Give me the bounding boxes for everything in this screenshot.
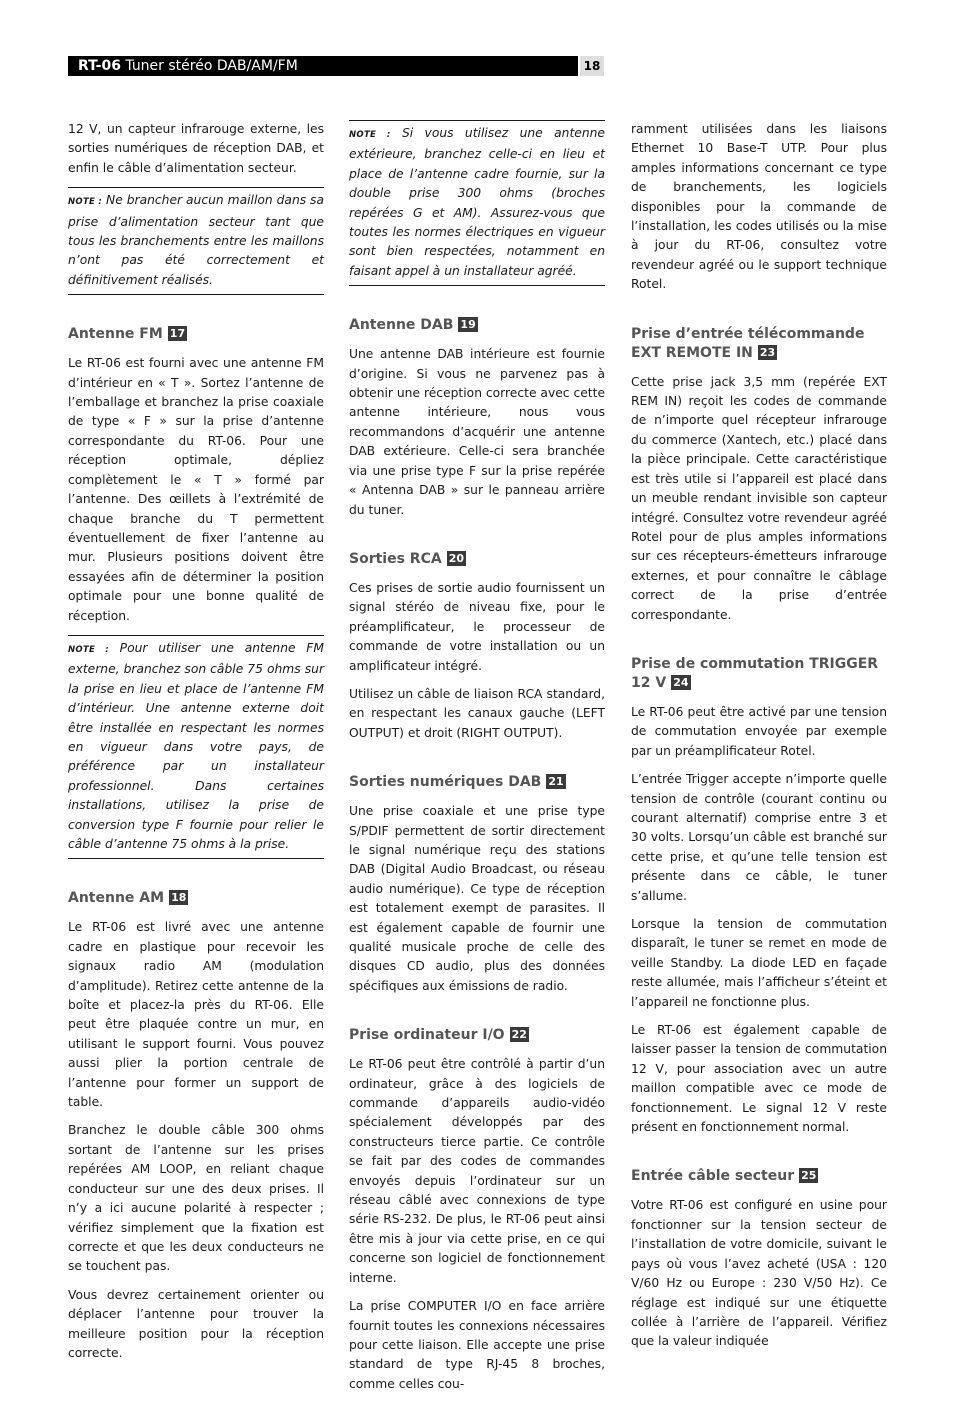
reference-number-badge: 23 [759,345,776,359]
heading-entree-secteur [631,1167,887,1186]
paragraph: La prise COMPUTER I/O en face arrière fournit toutes les connexions nécessaires pour cette liaison. Elle accepte une prise standard de type RJ-45 8 broches, comme celles cou- [349,1299,605,1391]
reference-number-badge: 21 [548,775,564,789]
column-1 [68,120,324,1372]
paragraph: Le RT-06 est également capable de laisser passer la tension de commutation 12 V, pour association avec un autre maillon compatible avec ce mode de fonctionnement. Le signal 12 V reste présent en fonctionnement normal. [631,1023,887,1135]
heading-text: Antenne FM [68,326,163,343]
heading-sorties-numeriques [349,773,605,792]
reference-number-badge: 17 [169,327,186,341]
paragraph: 12 V, un capteur infrarouge externe, les sorties numériques de réception DAB, et enfin le câble d’alimentation secteur. [68,122,324,175]
reference-number-badge: 22 [511,1028,527,1042]
heading-trigger [631,655,887,693]
reference-number-badge: 25 [801,1169,817,1183]
paragraph: L’entrée Trigger accepte n’importe quelle tension de contrôle (courant continu ou courant alternatif) comprise entre 3 et 30 volts. Lorsqu’un câble est branché sur cette prise, et qu’une telle tension est présente dans ce câble, le tuner s’allume. [631,772,887,903]
paragraph: Une prise coaxiale et une prise type S/PDIF permettent de sortir directement le signal numérique reçu des stations DAB (Digital Audio Broadcast, ou réseau audio numérique). Ce type de réception est totalement exempt de parasites. Il est également capable de fournir une qualité musicale proche de celle des disques CD audio, plus des données spécifiques aux émissions de radio. [349,804,605,993]
heading-text: Prise de commutation TRIGGER 12 V [631,655,879,691]
note-box [68,635,324,859]
reference-number-badge: 20 [448,551,465,565]
paragraph: Le RT-06 est livré avec une antenne cadre en plastique pour recevoir les signaux radio AM (modulation d’amplitude). Retirez cette antenne de la boîte et placez-la près du RT-06. Elle peut être plaquée contre un mur, en utilisant le support fourni. Vous pouvez aussi plier la portion centrale de l’antenne pour former un support de table. [68,920,324,1110]
paragraph: Vous devrez certainement orienter ou déplacer l’antenne pour trouver la meilleure position pour la réception correcte. [68,1287,324,1360]
header-model: RT-06 [78,58,121,74]
paragraph: Ces prises de sortie audio fournissent un signal stéréo de niveau fixe, pour le préamplificateur, le processeur de commande de votre installation ou un amplificateur intégré. [349,580,605,673]
heading-antenne-am [68,889,324,908]
heading-text: Prise ordinateur I/O [349,1027,505,1044]
paragraph: Branchez le double câble 300 ohms sortant de l’antenne sur les prises repérées AM LOOP, en reliant chaque conducteur sur une des deux prises. Il n’y a ici aucune polarité à respecter ; vérifiez simplement que la fixation est correcte et que les deux conducteurs ne se touchent pas. [68,1123,324,1274]
note-box [68,187,324,295]
heading-prise-ordinateur [349,1026,605,1045]
note-text: Ne brancher aucun maillon dans sa prise d’alimentation secteur tant que tous les branchements entre les maillons n’ont pas été correctement et définitivement réalisés. [68,193,325,287]
paragraph: ramment utilisées dans les liaisons Ethernet 10 Base-T UTP. Pour plus amples informations concernant ce type de branchements, les logiciels disponibles pour la commande de l’installation, les codes utilisés ou la mise à jour du RT-06, consultez votre revendeur agréé ou le support technique Rotel. [631,122,887,292]
heading-text: Prise d’entrée télécommande EXT REMOTE IN [631,325,865,361]
reference-number-badge: 24 [673,675,689,689]
paragraph: Votre RT-06 est configuré en usine pour fonctionner sur la tension secteur de l’installation de votre domicile, suivant le pays où vous l’avez acheté (USA : 120 V/60 Hz ou Europe : 230 V/50 Hz). Ce réglage est indiqué sur une étiquette collée à l’arrière de l’appareil. Vérifiez que la valeur indiquée [631,1198,887,1349]
note-label: NOTE : [68,197,103,208]
heading-text: Entrée câble secteur [631,1168,795,1185]
column-3 [631,120,887,1361]
paragraph: Le RT-06 peut être activé par une tension de commutation envoyée par exemple par un préamplificateur Rotel. [631,704,887,758]
note-text: Pour utiliser une antenne FM externe, branchez son câble 75 ohms sur la prise en lieu et place de l’antenne FM d’intérieur. Une antenne externe doit être installée en respectant les normes en vigueur dans votre pays, de préférence par un installateur professionnel. Dans certaines installations, utilisez la prise de conversion type F fournie pour relier le câble d’antenne 75 ohms à la prise. [68,640,324,851]
heading-antenne-dab [349,316,605,335]
paragraph: Le RT-06 est fourni avec une antenne FM d’intérieur en « T ». Sortez l’antenne de l’emballage et branchez la prise coaxiale de type « F » sur la prise d’antenne correspondante du RT-06. Pour une réception optimale, dépliez complètement le « T » formé par l’antenne. Des œillets à l’extrémité de chaque branche du T permettent éventuellement de fixer l’antenne au mur. Plusieurs positions doivent être essayées afin de déterminer la position optimale pour une bonne qualité de réception. [68,356,324,623]
header-title: Tuner stéréo DAB/AM/FM [120,58,298,74]
paragraph: Une antenne DAB intérieure est fournie d’origine. Si vous ne parvenez pas à obtenir une réception correcte avec cette antenne intérieure, nous vous recommandons d’acquérir une antenne DAB extérieure. Celle-ci sera branchée via une prise type F sur la prise repérée « Antenna DAB » sur le panneau arrière du tuner. [349,347,606,517]
page-number: 18 [580,56,604,76]
note-label: NOTE : [68,644,109,655]
reference-number-badge: 18 [171,891,187,905]
note-label: NOTE : [349,130,391,140]
heading-ext-remote [631,325,887,363]
note-box [349,120,605,286]
paragraph: Utilisez un câble de liaison RCA standard, en respectant les canaux gauche (LEFT OUTPUT) et droit (RIGHT OUTPUT). [349,686,605,740]
heading-text: Antenne AM [68,890,165,907]
heading-sorties-rca [349,550,605,569]
paragraph: Lorsque la tension de commutation disparaît, le tuner se remet en mode de veille Standby. La diode LED en façade reste allumée, mais l’afficheur s’éteint et l’appareil ne fonctionne plus. [631,917,887,1009]
heading-text: Sorties RCA [349,550,442,567]
heading-text: Antenne DAB [349,317,454,334]
page-header [68,56,578,76]
heading-text: Sorties numériques DAB [349,774,542,791]
paragraph: Cette prise jack 3,5 mm (repérée EXT REM IN) reçoit les codes de commande de n’importe quel récepteur infrarouge du commerce (Xantech, etc.) placé dans la pièce principale. Cette caractéristique est très utile si l’appareil est placé dans un meuble rendant invisible son capteur intégré. Consultez votre revendeur agréé Rotel pour de plus amples informations sur ces récepteurs-émetteurs infrarouge externes, et pour connaître le câblage correct de la prise d’entrée correspondante. [631,374,887,622]
column-2 [349,120,605,1403]
heading-antenne-fm [68,325,324,344]
paragraph: Le RT-06 peut être contrôlé à partir d’un ordinateur, grâce à des logiciels de commande d’appareils audio-vidéo spécialement développés par des constructeurs tierce partie. Ce contrôle se fait par des codes de commandes envoyés depuis l’ordinateur sur un réseau câblé avec connexions de type série RS-232. De plus, le RT-06 peut ainsi être mis à jour via cette prise, en ce qui concerne son logiciel de fonctionnement interne. [349,1057,605,1285]
reference-number-badge: 19 [460,318,476,332]
note-text: Si vous utilisez une antenne extérieure, branchez celle-ci en lieu et place de l’antenne cadre fournie, sur la double prise 300 ohms (broches repérées G et AM). Assurez-vous que toutes les normes électriques en vigueur sont bien respectées, notamment en faisant appel à un installateur agréé. [349,126,605,278]
